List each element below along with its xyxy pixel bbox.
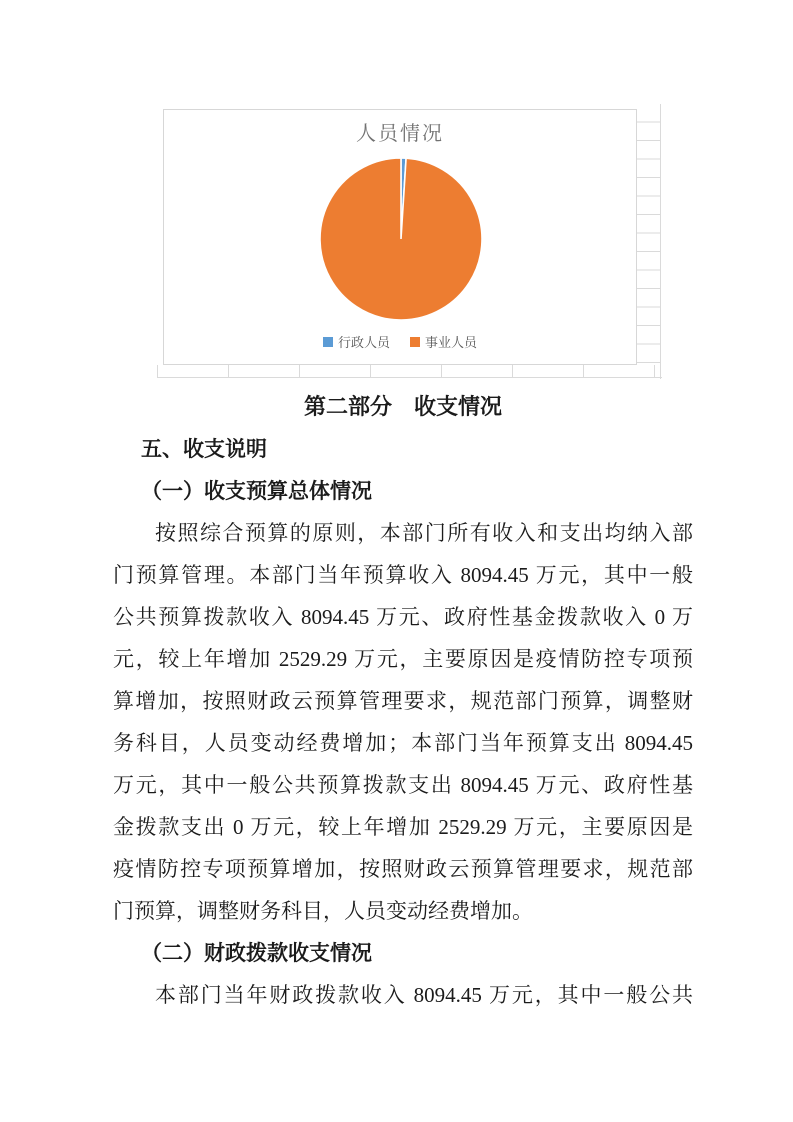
- paragraph-line: 门预算，调整财务科目，人员变动经费增加。: [113, 899, 533, 923]
- subsection-heading-1: （一）收支预算总体情况: [141, 479, 372, 503]
- excel-grid-right: [637, 104, 661, 379]
- pie-slice-1: [320, 158, 482, 320]
- paragraph-line: 金拨款支出 0 万元，较上年增加 2529.29 万元，主要原因是: [113, 815, 693, 839]
- legend-label-institution: 事业人员: [425, 335, 478, 350]
- excel-grid-bottom: [157, 365, 662, 378]
- legend-item-institution: [410, 332, 477, 351]
- pie-chart: [316, 154, 486, 324]
- legend-swatch-institution-icon: [410, 337, 420, 347]
- subsection-heading-2: （二）财政拨款收支情况: [141, 941, 372, 965]
- chart-canvas: [163, 109, 637, 365]
- paragraph-line: 算增加，按照财政云预算管理要求，规范部门预算，调整财: [113, 689, 693, 713]
- legend-item-admin: [323, 332, 390, 351]
- paragraph-line: 门预算管理。本部门当年预算收入 8094.45 万元，其中一般: [113, 563, 693, 587]
- paragraph-line: 万元，其中一般公共预算拨款支出 8094.45 万元、政府性基: [113, 773, 693, 797]
- paragraph-line: 按照综合预算的原则，本部门所有收入和支出均纳入部: [155, 521, 693, 545]
- paragraph-line: 疫情防控专项预算增加，按照财政云预算管理要求，规范部: [113, 857, 693, 881]
- paragraph-line: 务科目，人员变动经费增加；本部门当年预算支出 8094.45: [113, 731, 693, 755]
- pie-svg: [316, 154, 486, 324]
- paragraph-line: 本部门当年财政拨款收入 8094.45 万元，其中一般公共: [155, 983, 693, 1007]
- chart-legend: [164, 332, 636, 351]
- paragraph-line: 元，较上年增加 2529.29 万元，主要原因是疫情防控专项预: [113, 647, 693, 671]
- section-heading-5: 五、收支说明: [141, 437, 267, 461]
- legend-label-admin: 行政人员: [337, 335, 390, 350]
- personnel-chart-figure[interactable]: [163, 109, 663, 379]
- chart-title: 人员情况: [356, 123, 444, 145]
- part-title: 第二部分 收支情况: [303, 394, 502, 419]
- legend-swatch-admin-icon: [323, 337, 333, 347]
- paragraph-line: 公共预算拨款收入 8094.45 万元、政府性基金拨款收入 0 万: [113, 605, 693, 629]
- document-text: [113, 386, 693, 1016]
